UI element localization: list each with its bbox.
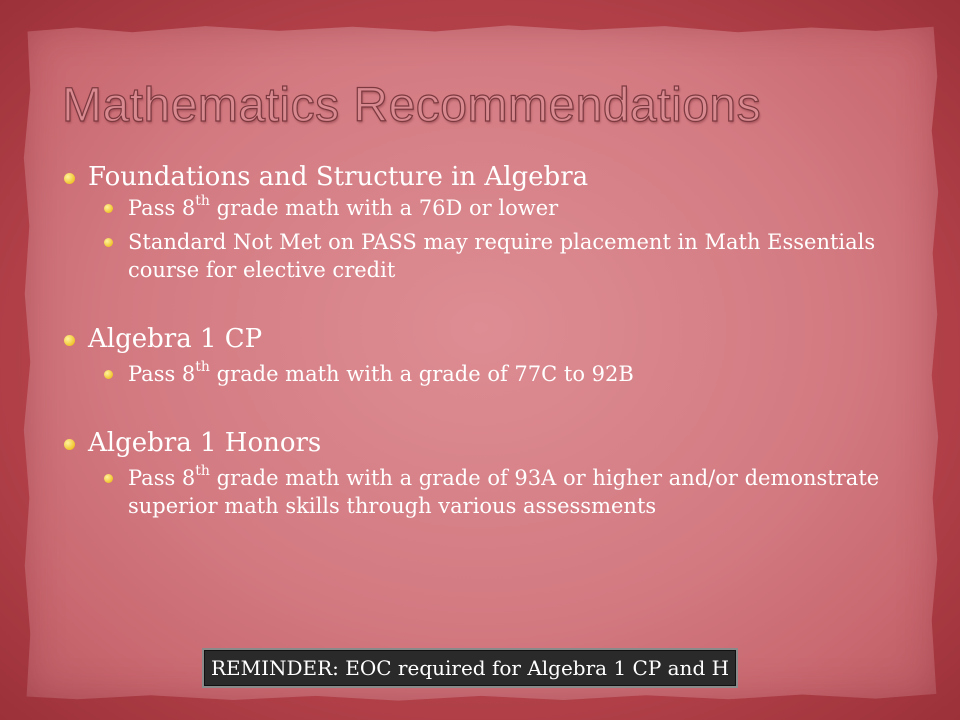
bullet-item <box>60 194 880 222</box>
bullet-heading <box>60 160 880 194</box>
item-text-post: grade math with a grade of 77C to 92B <box>209 362 634 386</box>
slide-title: Mathematics Recommendations <box>62 79 762 132</box>
item-text-pre: Pass 8 <box>128 466 196 490</box>
bullet-item <box>60 464 880 520</box>
spacer <box>60 284 880 322</box>
bullet-dot-icon <box>64 335 75 346</box>
bullet-dot-icon <box>64 439 75 450</box>
bullet-dot-icon <box>64 173 75 184</box>
item-superscript: th <box>195 463 210 479</box>
section-algebra-honors <box>60 426 880 520</box>
spacer <box>60 388 880 426</box>
bullet-dot-icon <box>104 474 113 483</box>
bullet-dot-icon <box>104 204 113 213</box>
bullet-heading <box>60 426 880 460</box>
section-heading: Algebra 1 CP <box>88 324 263 354</box>
bullet-dot-icon <box>104 370 113 379</box>
item-text-pre: Pass 8 <box>128 362 196 386</box>
bullet-heading <box>60 322 880 356</box>
bullet-item <box>60 228 880 284</box>
bullet-dot-icon <box>104 238 113 247</box>
item-text-pre: Pass 8 <box>128 196 196 220</box>
slide-content <box>60 160 880 520</box>
section-foundations <box>60 160 880 284</box>
item-superscript: th <box>195 193 210 209</box>
section-algebra-cp <box>60 322 880 388</box>
bullet-item <box>60 360 880 388</box>
section-heading: Algebra 1 Honors <box>88 428 322 458</box>
item-text-post: grade math with a 76D or lower <box>209 196 559 220</box>
item-superscript: th <box>195 359 210 375</box>
section-heading: Foundations and Structure in Algebra <box>88 162 589 192</box>
item-text-post: grade math with a grade of 93A or higher and/or demonstrate superior math skills through various assessments <box>128 466 880 518</box>
reminder-banner: REMINDER: EOC required for Algebra 1 CP and H <box>202 648 738 688</box>
item-text: Standard Not Met on PASS may require placement in Math Essentials course for elective credit <box>128 230 876 282</box>
